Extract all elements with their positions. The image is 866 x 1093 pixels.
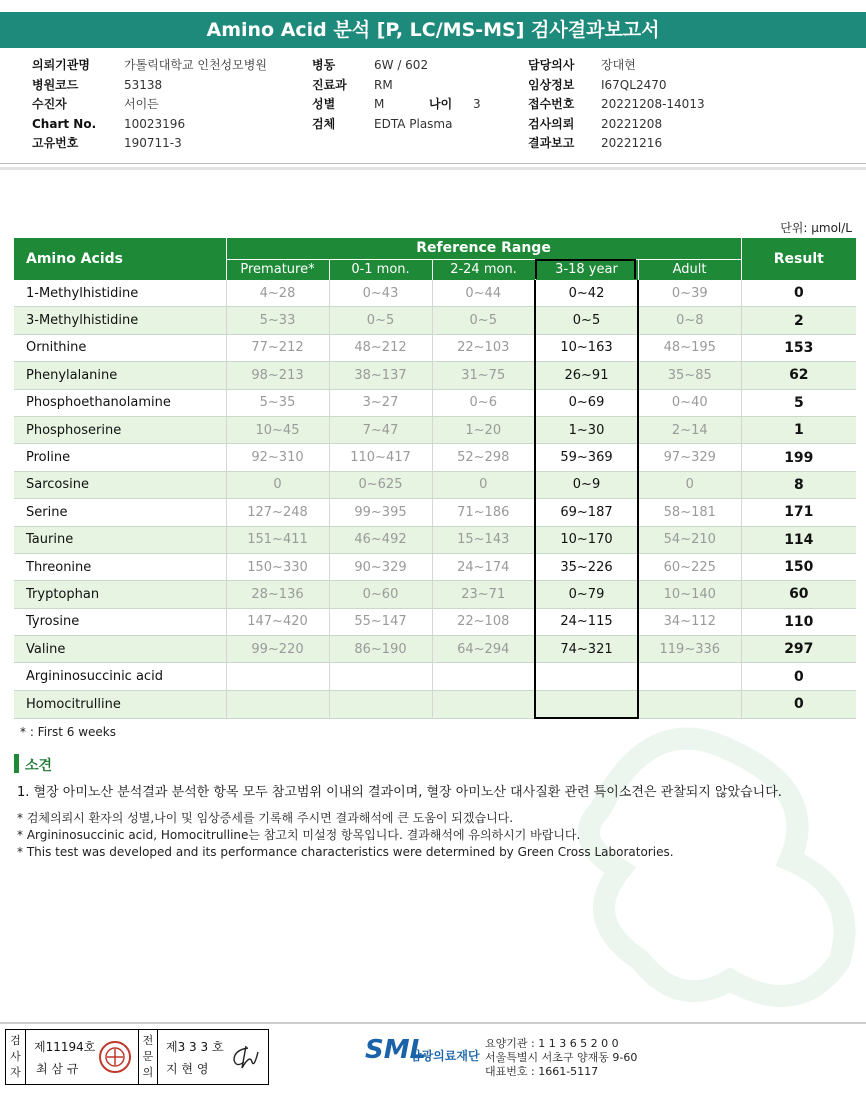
reference-range-cell xyxy=(329,663,432,690)
amino-acid-name: Phosphoserine xyxy=(14,416,226,443)
reference-range-cell: 0~5 xyxy=(329,307,432,334)
reference-range-cell: 0~42 xyxy=(535,280,638,307)
reference-range-cell: 0~8 xyxy=(638,307,741,334)
reference-range-cell: 2~14 xyxy=(638,416,741,443)
handwritten-signature-icon xyxy=(228,1042,262,1072)
patient-info-col1 xyxy=(32,56,267,154)
lab-address-block xyxy=(485,1037,637,1079)
reference-range-cell xyxy=(535,690,638,718)
amino-acid-name: Homocitrulline xyxy=(14,690,226,718)
info-value: 20221208-14013 xyxy=(601,97,705,111)
info-value: 가톨릭대학교 인천성모병원 xyxy=(124,58,267,72)
result-value: 2 xyxy=(741,307,856,334)
amino-acid-name: Taurine xyxy=(14,526,226,553)
reference-range-cell xyxy=(638,663,741,690)
table-row xyxy=(14,280,856,307)
divider xyxy=(0,163,866,164)
table-row xyxy=(14,416,856,443)
note-line: * This test was developed and its performance characteristics were determined by Green Cross Laboratories. xyxy=(17,845,674,859)
info-value: 20221216 xyxy=(601,136,663,150)
header-range-3-18-year: 3-18 year xyxy=(535,259,638,280)
reference-range-cell: 0 xyxy=(638,471,741,498)
reference-range-cell: 4~28 xyxy=(226,280,329,307)
table-row xyxy=(14,307,856,334)
table-row xyxy=(14,362,856,389)
age-label: 나이 xyxy=(429,97,453,111)
patient-info-col2 xyxy=(312,56,481,134)
info-value: 장대현 xyxy=(601,58,636,72)
table-row xyxy=(14,499,856,526)
amino-acid-name: Phosphoethanolamine xyxy=(14,389,226,416)
table-row xyxy=(14,389,856,416)
result-value: 1 xyxy=(741,416,856,443)
info-value: 20221208 xyxy=(601,116,663,131)
reference-range-cell: 77~212 xyxy=(226,334,329,361)
reference-range-cell: 60~225 xyxy=(638,553,741,580)
info-label: 병원코드 xyxy=(32,77,79,92)
amino-acid-name: Valine xyxy=(14,636,226,663)
reference-range-cell: 35~226 xyxy=(535,553,638,580)
table-row xyxy=(14,444,856,471)
result-value: 153 xyxy=(741,334,856,361)
header-range-premature: Premature* xyxy=(226,259,329,280)
reference-range-cell: 0~6 xyxy=(432,389,535,416)
amino-acid-name: Proline xyxy=(14,444,226,471)
reference-range-cell: 3~27 xyxy=(329,389,432,416)
reference-range-cell: 0 xyxy=(226,471,329,498)
section-marker xyxy=(14,754,19,773)
info-value: 6W / 602 xyxy=(374,58,429,72)
reference-range-cell: 98~213 xyxy=(226,362,329,389)
amino-acid-name: Threonine xyxy=(14,553,226,580)
specialist-label xyxy=(138,1030,158,1084)
reference-range-cell: 38~137 xyxy=(329,362,432,389)
amino-acid-name: Sarcosine xyxy=(14,471,226,498)
reference-range-cell: 86~190 xyxy=(329,636,432,663)
amino-acid-name: Serine xyxy=(14,499,226,526)
reference-range-cell: 0~9 xyxy=(535,471,638,498)
examiner-label-text: 검 사 자 xyxy=(10,1034,21,1079)
reference-range-cell: 151~411 xyxy=(226,526,329,553)
header-range-2-24-mon: 2-24 mon. xyxy=(432,259,535,280)
amino-acid-name: 3-Methylhistidine xyxy=(14,307,226,334)
info-value: 10023196 xyxy=(124,116,186,131)
lab-name: 삼광의료재단 xyxy=(410,1049,480,1063)
reference-range-cell: 69~187 xyxy=(535,499,638,526)
reference-range-cell: 99~395 xyxy=(329,499,432,526)
reference-range-cell: 10~45 xyxy=(226,416,329,443)
info-value: 53138 xyxy=(124,77,163,92)
result-value: 150 xyxy=(741,553,856,580)
reference-range-cell: 119~336 xyxy=(638,636,741,663)
report-title: Amino Acid 분석 [P, LC/MS-MS] 검사결과보고서 xyxy=(0,12,866,48)
reference-range-cell: 0~40 xyxy=(638,389,741,416)
reference-range-cell: 5~33 xyxy=(226,307,329,334)
header-range-adult: Adult xyxy=(638,259,741,280)
reference-range-cell: 35~85 xyxy=(638,362,741,389)
reference-range-cell: 1~20 xyxy=(432,416,535,443)
amino-acid-name: Argininosuccinic acid xyxy=(14,663,226,690)
result-value: 62 xyxy=(741,362,856,389)
lab-code: 요양기관 : 1 1 3 6 5 2 0 0 xyxy=(485,1037,619,1050)
header-range-0-1-mon: 0-1 mon. xyxy=(329,259,432,280)
lab-address: 서울특별시 서초구 양재동 9-60 xyxy=(485,1051,638,1064)
amino-acid-name: Tyrosine xyxy=(14,608,226,635)
reference-range-cell: 24~174 xyxy=(432,553,535,580)
footnote: * : First 6 weeks xyxy=(20,725,116,739)
table-row xyxy=(14,663,856,690)
info-label: 임상정보 xyxy=(528,77,575,92)
divider xyxy=(0,1022,866,1024)
result-value: 5 xyxy=(741,389,856,416)
info-label: 고유번호 xyxy=(32,136,79,150)
table-row xyxy=(14,471,856,498)
reference-range-cell: 10~163 xyxy=(535,334,638,361)
reference-range-cell: 0~39 xyxy=(638,280,741,307)
info-label: 검체 xyxy=(312,116,336,131)
reference-range-cell: 0 xyxy=(432,471,535,498)
reference-range-cell: 46~492 xyxy=(329,526,432,553)
reference-range-cell: 74~321 xyxy=(535,636,638,663)
specialist-label-text: 전 문 의 xyxy=(142,1034,154,1079)
reference-range-cell: 23~71 xyxy=(432,581,535,608)
info-value: M xyxy=(374,97,385,111)
lab-phone: 대표번호 : 1661-5117 xyxy=(485,1065,599,1078)
info-value: 190711-3 xyxy=(124,136,182,150)
amino-acid-table xyxy=(14,238,856,719)
info-label: 병동 xyxy=(312,58,336,72)
table-row xyxy=(14,690,856,718)
result-value: 297 xyxy=(741,636,856,663)
reference-range-cell: 48~212 xyxy=(329,334,432,361)
reference-range-cell: 147~420 xyxy=(226,608,329,635)
result-value: 0 xyxy=(741,690,856,718)
reference-range-cell: 99~220 xyxy=(226,636,329,663)
findings-title: 소견 xyxy=(25,758,53,774)
result-value: 8 xyxy=(741,471,856,498)
reference-range-cell: 55~147 xyxy=(329,608,432,635)
reference-range-cell: 31~75 xyxy=(432,362,535,389)
header-reference-range: Reference Range xyxy=(226,238,741,259)
table-row xyxy=(14,636,856,663)
reference-range-cell: 0~5 xyxy=(432,307,535,334)
reference-range-cell: 15~143 xyxy=(432,526,535,553)
info-value: EDTA Plasma xyxy=(374,116,453,131)
examiner-name: 최 삼 규 xyxy=(36,1062,79,1076)
highlight-column-frame xyxy=(535,259,636,279)
amino-acid-name: Phenylalanine xyxy=(14,362,226,389)
table-row xyxy=(14,581,856,608)
reference-range-cell xyxy=(638,690,741,718)
specialist-license: 제3 3 3 호 xyxy=(166,1040,224,1054)
reference-range-cell: 0~44 xyxy=(432,280,535,307)
info-label: 접수번호 xyxy=(528,97,575,111)
signature-box xyxy=(5,1029,269,1085)
info-value: I67QL2470 xyxy=(601,77,667,92)
info-label: Chart No. xyxy=(32,116,97,131)
specialist-name: 지 현 영 xyxy=(166,1062,209,1076)
reference-range-cell: 71~186 xyxy=(432,499,535,526)
lab-logo-mark: SML xyxy=(365,1035,427,1065)
info-label: 담당의사 xyxy=(528,58,575,72)
result-value: 199 xyxy=(741,444,856,471)
note-line: * Argininosuccinic acid, Homocitrulline는 참고치 미설정 항목입니다. 결과해석에 유의하시기 바랍니다. xyxy=(17,828,581,842)
reference-range-cell: 0~60 xyxy=(329,581,432,608)
reference-range-cell: 52~298 xyxy=(432,444,535,471)
reference-range-cell: 0~43 xyxy=(329,280,432,307)
info-label: 의뢰기관명 xyxy=(32,58,90,72)
result-value: 110 xyxy=(741,608,856,635)
patient-info-col3 xyxy=(528,56,705,154)
reference-range-cell xyxy=(432,690,535,718)
reference-range-cell: 28~136 xyxy=(226,581,329,608)
info-label: 진료과 xyxy=(312,77,347,92)
reference-range-cell xyxy=(535,663,638,690)
table-row xyxy=(14,526,856,553)
notes xyxy=(17,810,674,861)
reference-range-cell xyxy=(226,690,329,718)
info-value: RM xyxy=(374,77,393,92)
reference-range-cell: 59~369 xyxy=(535,444,638,471)
header-result: Result xyxy=(741,238,856,280)
reference-range-cell: 24~115 xyxy=(535,608,638,635)
unit-label: 단위: μmol/L xyxy=(780,221,852,235)
result-value: 60 xyxy=(741,581,856,608)
examiner-label xyxy=(6,1030,26,1084)
table-row xyxy=(14,608,856,635)
reference-range-cell xyxy=(329,690,432,718)
reference-range-cell: 34~112 xyxy=(638,608,741,635)
reference-range-cell xyxy=(226,663,329,690)
reference-range-cell: 54~210 xyxy=(638,526,741,553)
examiner-license: 제11194호 xyxy=(34,1040,96,1054)
reference-range-cell: 22~103 xyxy=(432,334,535,361)
reference-range-cell: 110~417 xyxy=(329,444,432,471)
findings-text: 1. 혈장 아미노산 분석결과 분석한 항목 모두 참고범위 이내의 결과이며, 혈장 아미노산 대사질환 관련 특이소견은 관찰되지 않았습니다. xyxy=(17,785,782,800)
info-label: 성별 xyxy=(312,97,336,111)
reference-range-cell: 10~140 xyxy=(638,581,741,608)
seal-stamp-icon xyxy=(98,1040,132,1074)
result-value: 171 xyxy=(741,499,856,526)
table-row xyxy=(14,334,856,361)
reference-range-cell: 150~330 xyxy=(226,553,329,580)
reference-range-cell: 90~329 xyxy=(329,553,432,580)
reference-range-cell: 10~170 xyxy=(535,526,638,553)
table-body xyxy=(14,280,856,718)
reference-range-cell: 0~5 xyxy=(535,307,638,334)
reference-range-cell: 1~30 xyxy=(535,416,638,443)
info-label: 수진자 xyxy=(32,97,67,111)
info-value: 서이든 xyxy=(124,97,159,111)
table-row xyxy=(14,553,856,580)
result-value: 0 xyxy=(741,663,856,690)
divider xyxy=(0,167,866,170)
info-label: 결과보고 xyxy=(528,136,575,150)
amino-acid-name: Ornithine xyxy=(14,334,226,361)
reference-range-cell: 92~310 xyxy=(226,444,329,471)
info-label: 검사의뢰 xyxy=(528,116,575,131)
reference-range-cell: 0~69 xyxy=(535,389,638,416)
result-value: 0 xyxy=(741,280,856,307)
header-amino-acids: Amino Acids xyxy=(14,238,226,280)
reference-range-cell: 0~79 xyxy=(535,581,638,608)
reference-range-cell: 64~294 xyxy=(432,636,535,663)
reference-range-cell xyxy=(432,663,535,690)
note-line: * 검체의뢰시 환자의 성별,나이 및 임상증세를 기록해 주시면 결과해석에 큰 도움이 되겠습니다. xyxy=(17,811,514,825)
reference-range-cell: 5~35 xyxy=(226,389,329,416)
result-value: 114 xyxy=(741,526,856,553)
lab-logo xyxy=(365,1035,480,1065)
amino-acid-name: Tryptophan xyxy=(14,581,226,608)
reference-range-cell: 26~91 xyxy=(535,362,638,389)
age-value: 3 xyxy=(473,97,481,111)
reference-range-cell: 7~47 xyxy=(329,416,432,443)
reference-range-cell: 0~625 xyxy=(329,471,432,498)
reference-range-cell: 22~108 xyxy=(432,608,535,635)
amino-acid-name: 1-Methylhistidine xyxy=(14,280,226,307)
reference-range-cell: 58~181 xyxy=(638,499,741,526)
reference-range-cell: 48~195 xyxy=(638,334,741,361)
reference-range-cell: 97~329 xyxy=(638,444,741,471)
reference-range-cell: 127~248 xyxy=(226,499,329,526)
